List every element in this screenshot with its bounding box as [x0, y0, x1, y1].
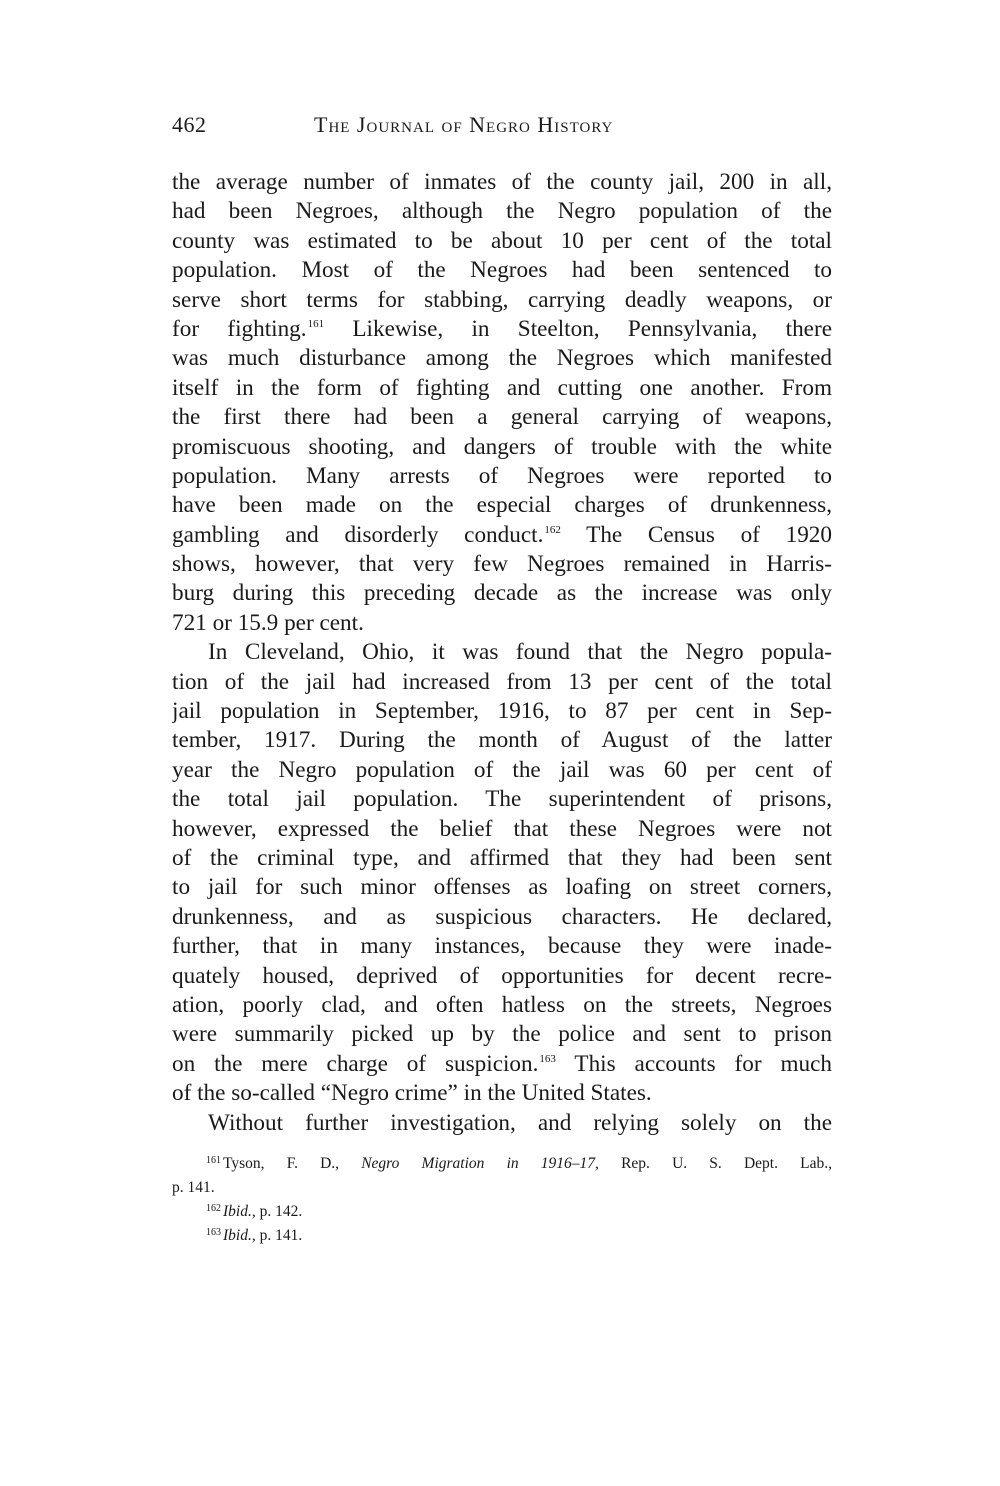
page-number: 462	[172, 112, 207, 137]
text-line: to jail for such minor offenses as loafing on street corners,	[172, 874, 832, 901]
footnote-title: Ibid.,	[223, 1202, 256, 1220]
text-segment: This accounts for much	[555, 1050, 832, 1077]
text-line: had been Negroes, although the Negro population of the	[172, 198, 832, 225]
text-line: of the so-called “Negro crime” in the United States.	[172, 1080, 652, 1107]
text-segment: gambling and disorderly conduct.	[172, 521, 544, 548]
footnote-mark: 161	[206, 1154, 221, 1166]
text-line: Without further investigation, and relying solely on the	[208, 1109, 832, 1136]
footnote-mark: 163	[206, 1226, 221, 1238]
text-line	[172, 1050, 832, 1079]
body-text	[172, 168, 832, 1138]
text-line: drunkenness, and as suspicious characters. He declared,	[172, 903, 832, 930]
text-line: of the criminal type, and affirmed that they had been sent	[172, 844, 832, 871]
footnote-text: Rep. U. S. Dept. Lab.,	[598, 1154, 832, 1172]
text-line: 721 or 15.9 per cent.	[172, 609, 364, 636]
journal-title: The Journal of Negro History	[314, 112, 614, 137]
text-line: year the Negro population of the jail was 60 per cent of	[172, 756, 832, 783]
text-line: further, that in many instances, because they were inade-	[172, 933, 832, 960]
footnote-162	[172, 1200, 832, 1224]
text-line: county was estimated to be about 10 per cent of the total	[172, 227, 832, 254]
footnote-161-continuation: p. 141.	[172, 1178, 215, 1196]
text-line: serve short terms for stabbing, carrying deadly weapons, or	[172, 286, 832, 313]
footnotes	[172, 1152, 832, 1248]
text-segment: for fighting.	[172, 315, 307, 342]
footnote-title: Ibid.,	[223, 1226, 256, 1244]
text-segment: Likewise, in Steelton, Pennsylvania, there	[324, 315, 832, 342]
text-line: was much disturbance among the Negroes which manifested	[172, 345, 832, 372]
text-segment: The Census of 1920	[560, 521, 832, 548]
footnote-text: p. 142.	[255, 1202, 303, 1220]
footnote-reference: 163	[539, 1052, 556, 1065]
text-line: promiscuous shooting, and dangers of trouble with the white	[172, 433, 832, 460]
text-line: the average number of inmates of the county jail, 200 in all,	[172, 169, 832, 195]
text-line: the total jail population. The superintendent of prisons,	[172, 786, 832, 813]
text-line: tember, 1917. During the month of August of the latter	[172, 727, 832, 754]
text-line: quately housed, deprived of opportunities for decent recre-	[172, 962, 832, 989]
text-line: shows, however, that very few Negroes remained in Harris-	[172, 551, 832, 578]
text-line	[172, 315, 832, 344]
footnote-reference: 162	[544, 523, 561, 536]
footnote-reference: 161	[307, 317, 325, 330]
text-line: have been made on the especial charges of drunkenness,	[172, 492, 832, 519]
text-line: population. Many arrests of Negroes were reported to	[172, 462, 832, 489]
text-line: In Cleveland, Ohio, it was found that the Negro popula-	[208, 639, 832, 666]
text-line: itself in the form of fighting and cutting one another. From	[172, 374, 832, 401]
footnote-163	[172, 1224, 832, 1248]
text-line: tion of the jail had increased from 13 per cent of the total	[172, 668, 832, 695]
running-head	[172, 112, 832, 148]
text-line: population. Most of the Negroes had been sentenced to	[172, 257, 832, 284]
footnote-161	[172, 1152, 832, 1176]
footnote-title: Negro Migration in 1916–17,	[361, 1154, 599, 1172]
footnote-text: Tyson, F. D.,	[223, 1154, 362, 1172]
text-line: were summarily picked up by the police and sent to prison	[172, 1021, 832, 1048]
journal-page	[172, 112, 832, 1248]
text-line: ation, poorly clad, and often hatless on the streets, Negroes	[172, 991, 832, 1018]
text-line: however, expressed the belief that these Negroes were not	[172, 815, 832, 842]
text-segment: on the mere charge of suspicion.	[172, 1050, 539, 1077]
text-line: burg during this preceding decade as the increase was only	[172, 580, 832, 607]
footnote-text: p. 141.	[255, 1226, 303, 1244]
text-line	[172, 521, 832, 550]
text-line: jail population in September, 1916, to 87 per cent in Sep-	[172, 698, 832, 725]
text-line: the first there had been a general carrying of weapons,	[172, 404, 832, 431]
footnote-mark: 162	[206, 1202, 221, 1214]
